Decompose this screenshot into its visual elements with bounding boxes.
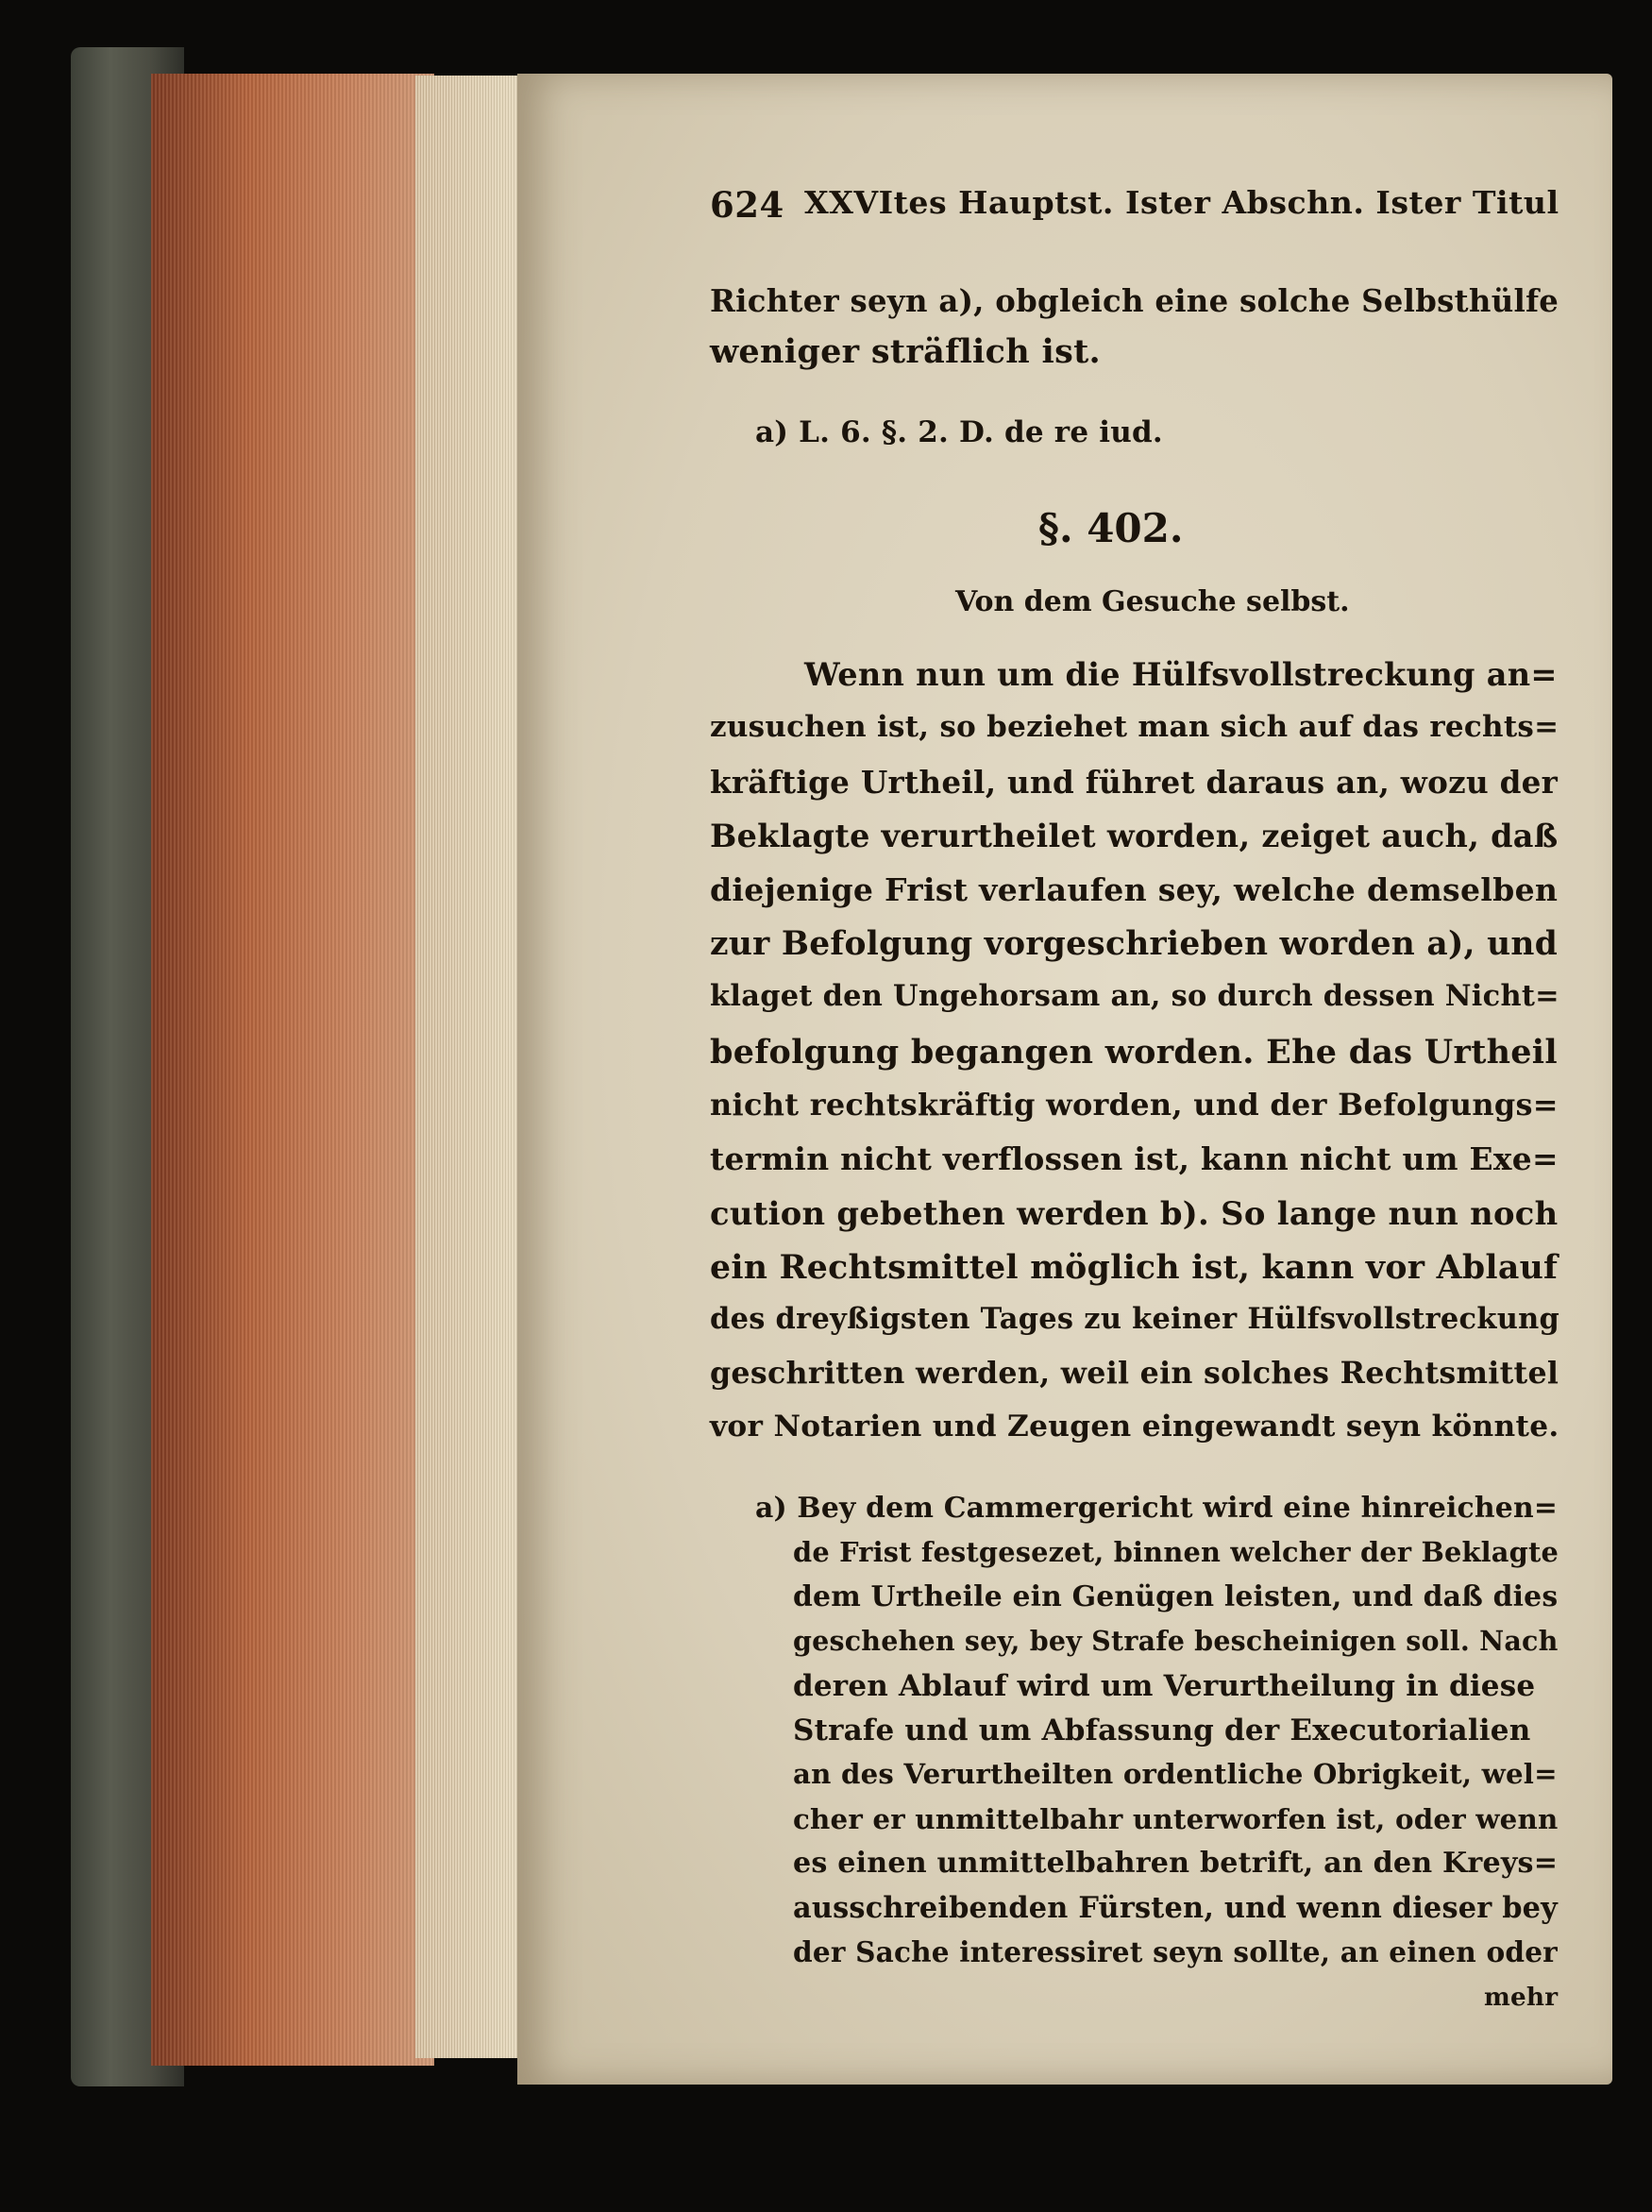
footnote-line: an des Verurtheilten ordentliche Obrigkeit, wel=: [793, 1758, 1558, 1790]
body-line: cution gebethen werden b). So lange nun noch: [710, 1194, 1559, 1232]
body-line: termin nicht verflossen ist, kann nicht um Exe=: [710, 1140, 1559, 1177]
footnote-line: cher er unmittelbahr unterworfen ist, oder wenn: [793, 1802, 1559, 1835]
body-line: diejenige Frist verlaufen sey, welche demselben: [710, 871, 1559, 908]
body-line: Beklagte verurtheilet worden, zeiget auch, daß: [710, 818, 1559, 854]
body-line: Wenn nun um die Hülfsvollstreckung an=: [804, 656, 1558, 693]
body-line: vor Notarien und Zeugen eingewandt seyn könnte.: [710, 1410, 1559, 1444]
footnote-line: a) Bey dem Cammergericht wird eine hinreichen=: [755, 1492, 1559, 1525]
intro-line: Richter seyn a), obgleich eine solche Selbsthülfe: [710, 283, 1559, 319]
catchword: mehr: [1484, 1983, 1559, 2012]
page-edges-inner: [415, 76, 519, 2058]
body-line: zur Befolgung vorgeschrieben worden a), und: [710, 925, 1559, 963]
running-title: XXVItes Hauptst. Ister Abschn. Ister Titul: [804, 184, 1559, 221]
section-subtitle: Von dem Gesuche selbst.: [955, 585, 1350, 618]
page-number: 624: [710, 184, 784, 226]
footnote-line: Strafe und um Abfassung der Executorialien: [793, 1714, 1531, 1748]
body-line: zusuchen ist, so beziehet man sich auf das rechts=: [710, 710, 1559, 744]
footnote-line: ausschreibenden Fürsten, und wenn dieser bey: [793, 1891, 1559, 1925]
body-line: klaget den Ungehorsam an, so durch dessen Nicht=: [710, 979, 1559, 1013]
page-edges: [151, 74, 434, 2066]
footnote-line: es einen unmittelbahren betrift, an den Kreys=: [793, 1847, 1559, 1880]
intro-line: weniger sträflich ist.: [710, 332, 1102, 371]
footnote-line: der Sache interessiret seyn sollte, an einen oder: [793, 1935, 1558, 1968]
body-line: kräftige Urtheil, und führet daraus an, wozu der: [710, 764, 1559, 801]
footnote-line: geschehen sey, bey Strafe bescheinigen soll. Nach: [793, 1625, 1559, 1657]
section-number: §. 402.: [1038, 505, 1184, 551]
footnote-line: de Frist festgesezet, binnen welcher der Beklagte: [793, 1536, 1559, 1568]
body-line: nicht rechtskräftig worden, und der Befolgungs=: [710, 1087, 1559, 1123]
body-line: geschritten werden, weil ein solches Rechtsmittel: [710, 1356, 1559, 1391]
footnote-line: dem Urtheile ein Genügen leisten, und daß dies: [793, 1580, 1559, 1613]
footnote-line: deren Ablauf wird um Verurtheilung in diese: [793, 1669, 1536, 1703]
body-line: befolgung begangen worden. Ehe das Urtheil: [710, 1033, 1558, 1072]
body-line: des dreyßigsten Tages zu keiner Hülfsvollstreckung: [710, 1302, 1560, 1336]
body-line: ein Rechtsmittel möglich ist, kann vor Ablauf: [710, 1248, 1559, 1287]
footnote-top: a) L. 6. §. 2. D. de re iud.: [755, 415, 1163, 449]
